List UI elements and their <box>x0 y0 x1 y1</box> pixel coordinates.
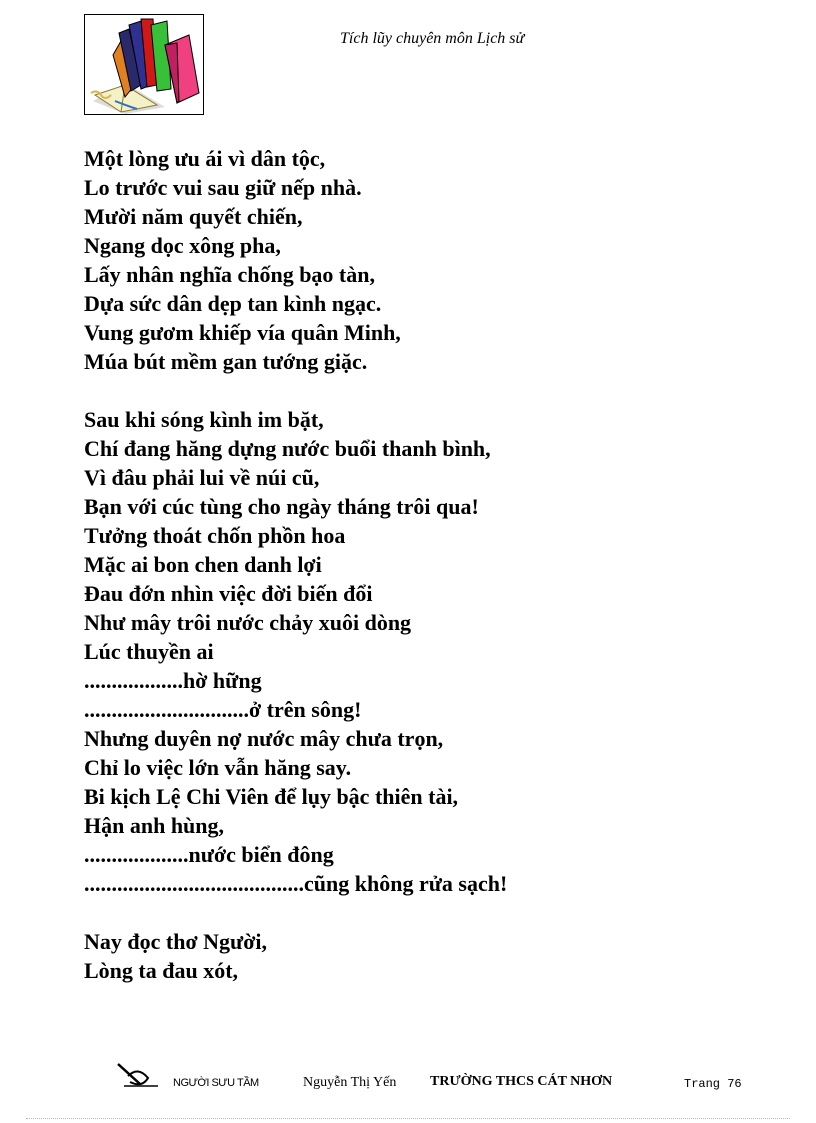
school-name: TRƯỜNG THCS CÁT NHƠN <box>430 1074 613 1089</box>
poem-line: Bi kịch Lệ Chi Viên để lụy bậc thiên tài, <box>84 784 459 809</box>
poem <box>84 144 507 1014</box>
poem-line: Nay đọc thơ Người, <box>84 929 268 954</box>
poem-line: Đau đớn nhìn việc đời biến đổi <box>84 581 373 606</box>
poem-line: Ngang dọc xông pha, <box>84 233 281 258</box>
poem-line: Múa bút mềm gan tướng giặc. <box>84 349 368 374</box>
poem-line: Nhưng duyên nợ nước mây chưa trọn, <box>84 726 444 751</box>
poem-line: Vung gươm khiếp vía quân Minh, <box>84 320 401 345</box>
poem-line: Một lòng ưu ái vì dân tộc, <box>84 146 326 171</box>
stanza <box>84 927 507 985</box>
poem-line: Lấy nhân nghĩa chống bạo tàn, <box>84 262 375 287</box>
poem-line: Lúc thuyền ai <box>84 639 214 664</box>
books-icon <box>84 14 204 115</box>
poem-line: Chí đang hăng dựng nước buổi thanh bình, <box>84 436 491 461</box>
poem-line: ........................................cũng không rửa sạch! <box>84 871 508 896</box>
header-title: Tích lũy chuyên môn Lịch sử <box>340 30 525 47</box>
poem-line: Sau khi sóng kình im bặt, <box>84 407 324 432</box>
poem-line: Tưởng thoát chốn phồn hoa <box>84 523 346 548</box>
poem-line: Dựa sức dân dẹp tan kình ngạc. <box>84 291 382 316</box>
poem-line: Như mây trôi nước chảy xuôi dòng <box>84 610 412 635</box>
poem-line: ...................nước biển đông <box>84 842 334 867</box>
stanza <box>84 405 507 898</box>
stanza <box>84 144 507 376</box>
divider <box>26 1118 790 1119</box>
page-footer <box>0 1062 816 1102</box>
poem-line: Hận anh hùng, <box>84 813 225 838</box>
page-number: Trang 76 <box>684 1077 742 1091</box>
poem-line: Mười năm quyết chiến, <box>84 204 303 229</box>
pen-icon <box>116 1062 160 1092</box>
poem-line: Lo trước vui sau giữ nếp nhà. <box>84 175 362 200</box>
poem-line: Mặc ai bon chen danh lợi <box>84 552 322 577</box>
poem-line: ..............................ở trên sông! <box>84 697 362 722</box>
collector-label: NGƯỜI SƯU TẦM <box>173 1077 259 1089</box>
author-name: Nguyễn Thị Yến <box>303 1075 397 1090</box>
poem-line: ..................hờ hững <box>84 668 262 693</box>
poem-line: Chỉ lo việc lớn vẫn hăng say. <box>84 755 352 780</box>
poem-line: Vì đâu phải lui về núi cũ, <box>84 465 320 490</box>
poem-line: Lòng ta đau xót, <box>84 958 239 983</box>
poem-line: Bạn với cúc tùng cho ngày tháng trôi qua! <box>84 494 479 519</box>
